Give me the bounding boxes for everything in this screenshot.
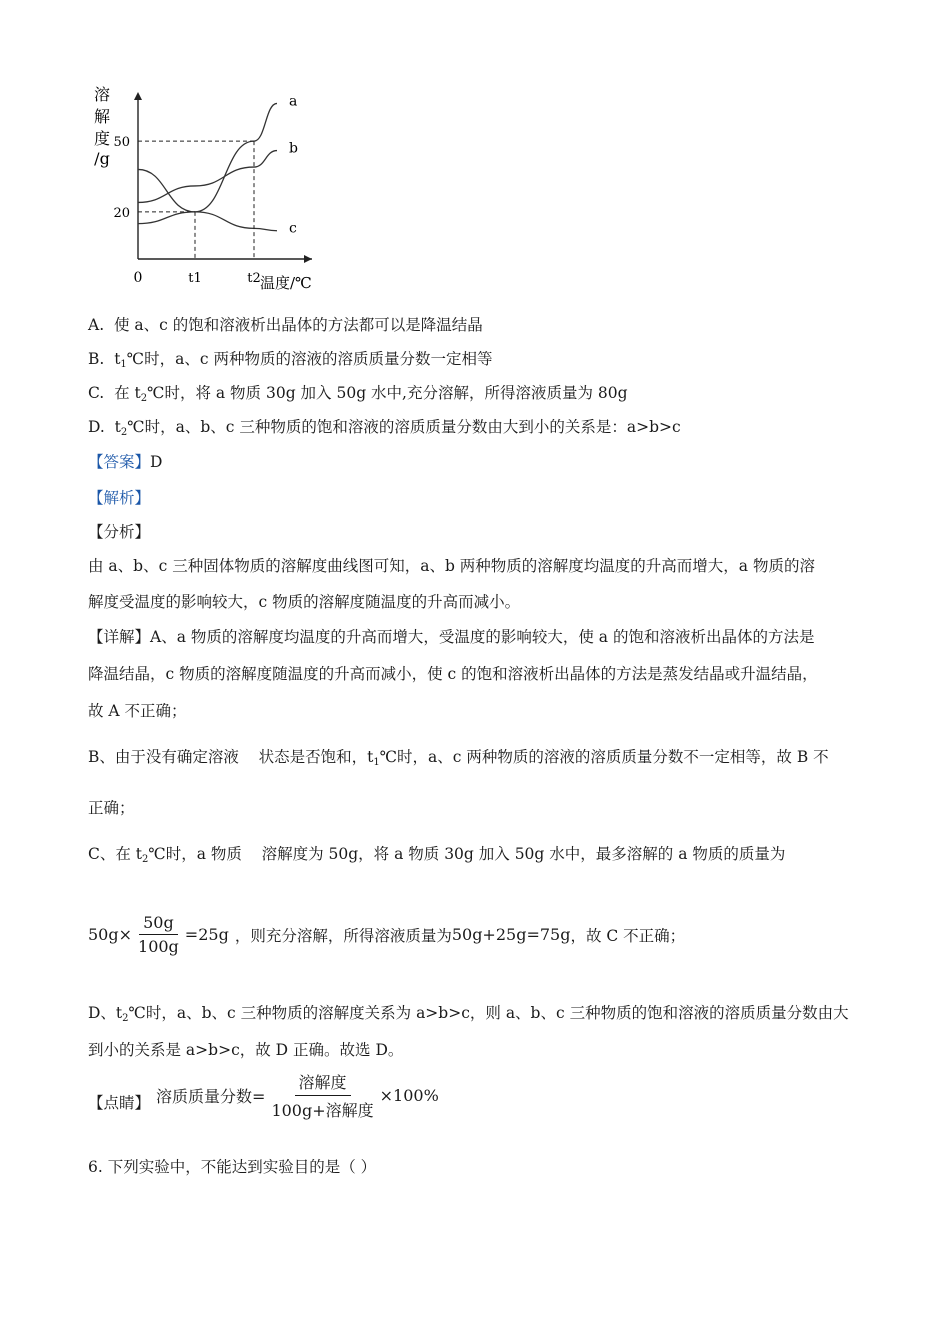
series-b-line [138,151,277,203]
xiangjie-line1 [88,625,814,647]
y-axis-label: 溶 [93,85,111,104]
y-axis-label: /g [94,149,110,168]
d-detail-line1 [88,1001,849,1023]
xiangjie-line3: 故 A 不正确； [88,702,187,720]
formula1-fraction [134,913,183,956]
option-d-text: ℃时，a、b、c 三种物质的饱和溶液的溶质质量分数由大到小的关系是：a>b>c [127,418,681,436]
b-detail-pre: B、由于没有确定溶液 状态是否饱和，t [88,748,374,766]
c-detail-sub: 2 [142,854,149,865]
fenxi-line2: 解度受温度的影响较大，c 物质的溶解度随温度的升高而减小。 [88,593,521,611]
d-detail-sub: 2 [122,1013,129,1024]
option-d-t: t [114,418,121,436]
c-detail-line [88,842,785,864]
dianjing-line [88,1070,439,1121]
answer-tag: 【答案】 [88,453,151,471]
series-c-label: c [289,220,297,237]
formula1-den: 100g [138,937,179,956]
formula1-result: =25g [184,925,229,944]
option-c-text: ℃时，将 a 物质 30g 加入 50g 水中,充分溶解，所得溶液质量为 80g [147,384,628,402]
d-detail-post: ℃时，a、b、c 三种物质的溶解度关系为 a>b>c，则 a、b、c 三种物质的饱和溶液的溶质质量分数由大 [128,1004,849,1022]
option-c [88,381,628,403]
formula1-tail2: ，故 C 不正确； [570,926,686,945]
c-detail-post: ℃时，a 物质 溶解度为 50g，将 a 物质 30g 加入 50g 水中，最多溶解的 a 物质的质量为 [148,845,786,863]
series-c-line [138,169,277,230]
y-tick-label: 50 [113,135,130,151]
formula1-lead: 50g [88,925,119,944]
solubility-chart [80,80,330,300]
d-detail-line2: 到小的关系是 a>b>c，故 D 正确。故选 D。 [88,1041,404,1059]
y-axis-label: 解 [93,107,111,126]
answer-line [88,450,162,472]
xiangjie-text1: A、a 物质的溶解度均温度的升高而增大，受温度的影响较大，使 a 的饱和溶液析出晶体的方法是 [150,628,815,646]
dianjing-num: 溶解度 [295,1070,351,1096]
option-a-text: 使 a、c 的饱和溶液析出晶体的方法都可以是降温结晶 [113,316,483,334]
b-detail-line1 [88,745,829,767]
b-detail-post: ℃时，a、c 两种物质的溶液的溶质质量分数不一定相等，故 B 不 [379,748,829,766]
origin-label: 0 [133,270,143,286]
fenxi-line1: 由 a、b、c 三种固体物质的溶解度曲线图可知，a、b 两种物质的溶解度均温度的升高而增大，a 物质的溶 [88,557,815,575]
option-d-letter: D. [88,418,105,436]
series-a-line [138,103,277,223]
b-detail-line2: 正确； [88,799,135,817]
formula1-num: 50g [139,913,178,935]
dianjing-lhs: 溶质质量分数= [156,1087,266,1106]
y-axis-arrow [134,92,142,100]
option-b-sub: 1 [120,359,127,370]
answer-value: D [150,453,163,471]
y-tick-label: 20 [113,205,130,221]
option-d [88,415,681,437]
dianjing-den: 100g+溶解度 [271,1101,374,1120]
option-b-t: t [114,350,121,368]
formula-25g [88,913,685,956]
jiexi-tag: 【解析】 [88,489,151,507]
d-detail-pre: D、t [88,1004,123,1022]
option-c-letter: C. [88,384,105,402]
dianjing-tag: 【点睛】 [88,1093,151,1112]
series-a-label: a [289,93,298,110]
option-a-letter: A. [88,316,105,334]
x-axis-label: 温度/℃ [260,274,312,292]
option-b-letter: B. [88,350,105,368]
option-c-pre: 在 t [114,384,141,402]
option-a [88,313,483,335]
xiangjie-tag: 【详解】 [88,628,151,646]
dianjing-fraction [267,1070,377,1121]
option-c-sub: 2 [140,393,148,404]
formula1-tail1: ，则充分溶解，所得溶液质量为 [234,926,452,945]
xiangjie-line2: 降温结晶，c 物质的溶解度随温度的升高而减小，使 c 的饱和溶液析出晶体的方法是蒸发结晶或升温结晶， [88,665,818,683]
c-detail-pre: C、在 t [88,845,143,863]
x-tick-label: t2 [247,271,261,286]
y-axis-label: 度 [93,129,111,148]
dianjing-tail: ×100% [379,1086,439,1105]
b-detail-sub: 1 [373,757,380,768]
formula1-times: × [118,925,133,944]
x-axis-arrow [304,255,312,263]
x-tick-label: t1 [188,271,202,286]
option-d-sub: 2 [120,427,128,438]
fenxi-tag: 【分析】 [88,523,151,541]
question-6: 6. 下列实验中，不能达到实验目的是（ ） [88,1158,377,1176]
option-b [88,347,493,369]
formula1-mid: 50g+25g=75g [451,925,571,944]
series-b-label: b [289,140,298,157]
option-b-text: ℃时，a、c 两种物质的溶液的溶质质量分数一定相等 [126,350,493,368]
